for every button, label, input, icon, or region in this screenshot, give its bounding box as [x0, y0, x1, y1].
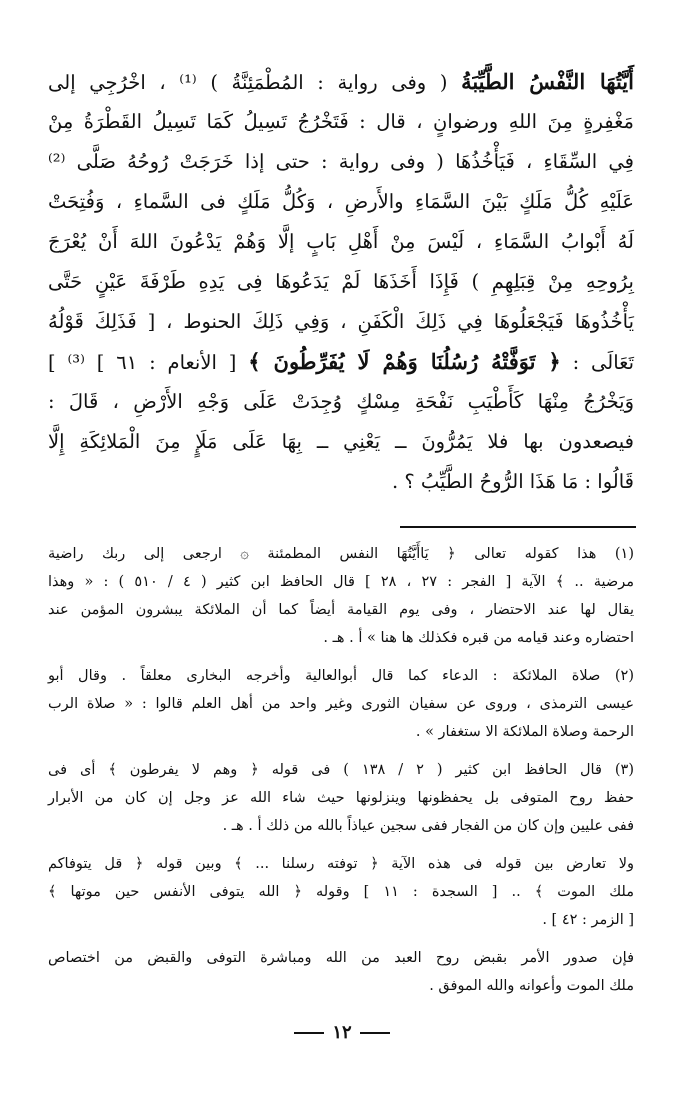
- footnote-line: ملك الموت ﴾ .. [ السجدة : ١١ ] وقوله ﴿ الله يتوفى الأنفس حين موتها ﴾: [48, 884, 634, 900]
- footnotes: [48, 540, 634, 1010]
- footnote-3-continued: [48, 850, 634, 934]
- page-number-dash: [294, 1032, 324, 1034]
- footnote-line: [ الزمر : ٤٢ ] .: [542, 912, 634, 928]
- quran-verse: ﴿ تَوَفَّتْهُ رُسُلُنَا وَهُمْ لَا يُفَرِّطُونَ ﴾: [248, 349, 561, 374]
- main-text-line: فِي السِّقَاءِ ، فَيَأْخُذُهَا ( وفى رواية : حتى إذا خَرَجَتْ رُوحُهُ صَلَّى ⁽²⁾: [48, 150, 634, 173]
- emphasized-phrase: أَيَّتُهَا النَّفْسُ الطَّيِّبَةُ: [461, 69, 634, 94]
- main-text-line: يَأْخُذُوهَا فَيَجْعَلُوهَا فِي ذَلِكَ الْكَفَنِ ، وَفِي ذَلِكَ الحنوط ، [ فَذَلِكَ قَوْلُهُ: [48, 310, 634, 333]
- main-text-line: بِرُوحِهِ مِنْ قِبَلِهِمِ ) فَإِذَا أَخَذَهَا لَمْ يَدَعُوهَا فِى يَدِهِ طَرْفَةَ عَيْنٍ حَتَّى: [48, 270, 634, 293]
- footnote-divider: [400, 526, 636, 528]
- footnote-line: (٣) قال الحافظ ابن كثير ( ٢ / ١٣٨ ) فى قوله ﴿ وهم لا يفرطون ﴾ أى فى: [48, 762, 634, 778]
- main-text-body: [48, 62, 634, 502]
- main-text-line: فيصعدون بها فلا يَمُرُّونَ ــ يَعْنِي ــ بِهَا عَلَى مَلَإٍ مِنَ الْمَلائِكَةِ إِلَّا: [48, 430, 634, 453]
- footnote-line: مرضية .. ﴾ الآية [ الفجر : ٢٧ ، ٢٨ ] قال الحافظ ابن كثير ( ٤ / ٥١٠ ) : « وهذا: [48, 574, 634, 590]
- footnote-line: احتضاره وعند قيامه من قبره فكذلك ها هنا » أ . هـ .: [323, 630, 634, 646]
- footnote-line: ولا تعارض بين قوله فى هذه الآية ﴿ توفته رسلنا ... ﴾ وبين قوله ﴿ قل يتوفاكم: [48, 856, 634, 872]
- footnote-line: الرحمة وصلاة الملائكة الا ستغفار » .: [415, 724, 634, 740]
- main-text-line: مَغْفِرةٍ مِنَ اللهِ ورضوانٍ ، قال : فَتَخْرُجُ تَسِيلُ كَمَا تَسِيلُ القَطْرَةُ مِنْ: [48, 110, 634, 133]
- page-number-value: ١٢: [332, 1022, 352, 1043]
- main-text-line: أَيَّتُهَا النَّفْسُ الطَّيِّبَةُ ( وفى رواية : المُطْمَئِنَّةُ ) ⁽¹⁾ ، اخْرُجِي إلى: [48, 69, 634, 94]
- footnote-line: (٢) صلاة الملائكة : الدعاء كما قال أبوالعالية وأخرجه البخارى معلقاً . وقال أبو: [48, 668, 634, 684]
- footnote-line: يقال لها عند الاحتضار ، وفى يوم القيامة أيضاً كما أن الملائكة يبشرون المؤمن عند: [48, 602, 634, 618]
- main-text-line: تَعَالَى : ﴿ تَوَفَّتْهُ رُسُلُنَا وَهُمْ لَا يُفَرِّطُونَ ﴾ [ الأنعام : ٦١ ] ⁽³⁾ ]: [48, 349, 634, 374]
- footnote-line: عيسى الترمذى ، وروى عن سفيان الثورى وغير واحد من أهل العلم قالوا : « صلاة الرب: [48, 696, 634, 712]
- main-text-line: وَيَخْرُجُ مِنْهَا كَأَطْيَبِ نَفْحَةِ مِسْكٍ وُجِدَتْ عَلَى وَجْهِ الأَرْضِ ، قَالَ :: [48, 390, 634, 413]
- page-number-dash: [360, 1032, 390, 1034]
- footnote-1: [48, 540, 634, 652]
- footnote-line: (١) هذا كقوله تعالى ﴿ يَاأَيَّتُهَا النفس المطمئنة ۞ ارجعى إلى ربك راضية: [48, 546, 634, 562]
- main-text-line: عَلَيْهِ كُلُّ مَلَكٍ بَيْنَ السَّمَاءِ والأَرضِ ، وَكُلُّ مَلَكٍ فى السَّماءِ ، وَفُتِحَتْ: [48, 190, 634, 213]
- footnote-line: فإن صدور الأمر بقبض روح العبد من الله ومباشرة التوفى والقبض من اختصاص: [48, 950, 634, 966]
- footnote-3-conclusion: [48, 944, 634, 1000]
- footnote-line: ملك الموت وأعوانه والله الموفق .: [429, 978, 634, 994]
- main-text-line: قَالُوا : مَا هَذَا الرُّوحُ الطَّيِّبُ ؟ .: [391, 470, 634, 493]
- footnote-2: [48, 662, 634, 746]
- footnote-line: ففى عليين وإن كان من الفجار ففى سجين عياذاً بالله من ذلك أ . هـ .: [222, 818, 634, 834]
- page-number: [0, 1022, 684, 1043]
- main-text-line: لَهُ أَبْوابُ السَّمَاءِ ، لَيْسَ مِنْ أَهْلِ بَابٍ إلَّا وَهُمْ يَدْعُونَ اللهَ أَنْ يُعْرَجَ: [48, 230, 634, 253]
- footnote-3: [48, 756, 634, 840]
- footnote-line: حفظ روح المتوفى بل يحفظونها وينزلونها حيث شاء الله عز وجل إن كان من الأبرار: [48, 790, 634, 806]
